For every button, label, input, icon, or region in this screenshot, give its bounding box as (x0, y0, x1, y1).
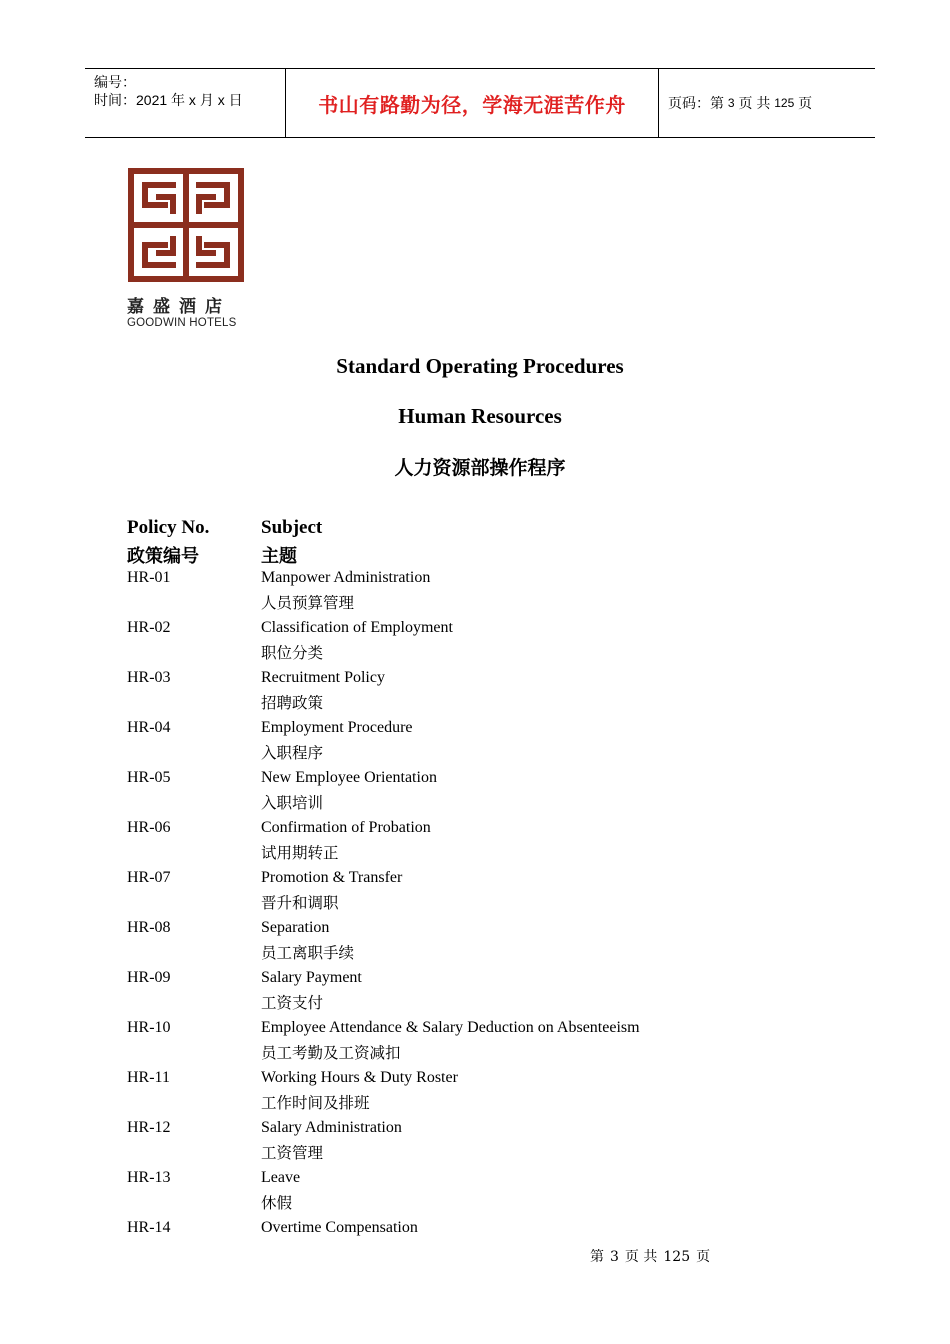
page-mid: 页 共 (738, 95, 771, 111)
policy-code: HR-13 (127, 1169, 171, 1186)
policy-subject: Salary Payment (261, 969, 362, 986)
policy-subject-cn: 试用期转正 (261, 844, 339, 862)
policy-subject: Promotion & Transfer (261, 869, 403, 886)
policy-code: HR-08 (127, 919, 171, 936)
subject-column-header: Subject (261, 517, 323, 538)
page-footer (590, 1246, 716, 1266)
policy-subject-cn: 入职培训 (261, 794, 324, 812)
policy-subject: Working Hours & Duty Roster (261, 1069, 458, 1086)
department-title: Human Resources (398, 404, 562, 428)
policy-subject-cn: 人员预算管理 (261, 594, 355, 612)
policy-code: HR-07 (127, 869, 171, 886)
policy-code: HR-04 (127, 719, 171, 736)
document-date: 时间：2021 年 x 月 x 日 (94, 92, 243, 108)
policy-subject-cn: 休假 (261, 1194, 293, 1212)
policy-subject-cn: 员工离职手续 (261, 944, 355, 962)
policy-subject: Leave (261, 1169, 301, 1186)
document-number-label: 编号： (94, 74, 136, 90)
policy-code: HR-10 (127, 1019, 171, 1036)
page-suffix: 页 (798, 95, 813, 111)
list-item (127, 1066, 827, 1116)
policy-subject-cn: 工作时间及排班 (261, 1094, 370, 1112)
document-title: Standard Operating Procedures (336, 354, 624, 378)
footer-current: 3 (610, 1249, 619, 1265)
policy-subject: Recruitment Policy (261, 669, 385, 686)
list-item (127, 1116, 827, 1166)
page-prefix: 页码：第 (668, 95, 724, 111)
list-item (127, 1216, 827, 1266)
policy-column-header: Policy No. (127, 517, 210, 538)
policy-column-header-cn: 政策编号 (127, 546, 199, 567)
policy-subject: Separation (261, 919, 330, 936)
header-meta (85, 69, 286, 137)
list-item (127, 916, 827, 966)
list-item (127, 766, 827, 816)
hotel-logo-icon (126, 166, 246, 284)
footer-total: 125 (663, 1249, 691, 1265)
policy-code: HR-14 (127, 1219, 171, 1236)
page-current: 3 (727, 96, 735, 110)
list-item (127, 616, 827, 666)
list-item (127, 1166, 827, 1216)
footer-suffix: 页 (696, 1249, 711, 1265)
policy-code: HR-02 (127, 619, 171, 636)
list-item (127, 716, 827, 766)
policy-subject-cn: 职位分类 (261, 644, 324, 662)
policy-code: HR-06 (127, 819, 171, 836)
list-item (127, 816, 827, 866)
policy-subject: Overtime Compensation (261, 1219, 418, 1236)
policy-subject-cn: 入职程序 (261, 744, 324, 762)
policy-subject-cn: 工资支付 (261, 994, 324, 1012)
policy-subject: Manpower Administration (261, 569, 431, 586)
logo-english-name: GOODWIN HOTELS (127, 317, 237, 329)
policy-code: HR-01 (127, 569, 171, 586)
subject-column-header-cn: 主题 (261, 546, 297, 567)
policy-subject: Classification of Employment (261, 619, 453, 636)
footer-prefix: 第 (590, 1249, 604, 1265)
header-page-number (659, 69, 875, 137)
policy-code: HR-11 (127, 1069, 170, 1086)
policy-subject-cn: 工资管理 (261, 1144, 324, 1162)
list-item (127, 666, 827, 716)
policy-subject-cn: 招聘政策 (261, 694, 324, 712)
header-motto: 书山有路勤为径，学海无涯苦作舟 (286, 69, 659, 137)
policy-subject: Confirmation of Probation (261, 819, 431, 836)
list-item (127, 1016, 827, 1066)
policy-code: HR-05 (127, 769, 171, 786)
list-item (127, 966, 827, 1016)
policy-list (127, 566, 827, 1266)
policy-subject: Employment Procedure (261, 719, 413, 736)
page-total: 125 (774, 96, 795, 110)
footer-mid: 页 共 (624, 1249, 658, 1265)
policy-subject: New Employee Orientation (261, 769, 437, 786)
policy-subject-cn: 员工考勤及工资减扣 (261, 1044, 401, 1062)
page-header (85, 68, 875, 138)
policy-subject: Salary Administration (261, 1119, 402, 1136)
policy-code: HR-12 (127, 1119, 171, 1136)
list-item (127, 566, 827, 616)
policy-code: HR-03 (127, 669, 171, 686)
policy-subject: Employee Attendance & Salary Deduction on Absenteeism (261, 1019, 640, 1036)
department-title-cn: 人力资源部操作程序 (394, 457, 566, 479)
logo-chinese-name: 嘉盛酒店 (127, 297, 231, 317)
policy-subject-cn: 晋升和调职 (261, 894, 339, 912)
policy-code: HR-09 (127, 969, 171, 986)
list-item (127, 866, 827, 916)
